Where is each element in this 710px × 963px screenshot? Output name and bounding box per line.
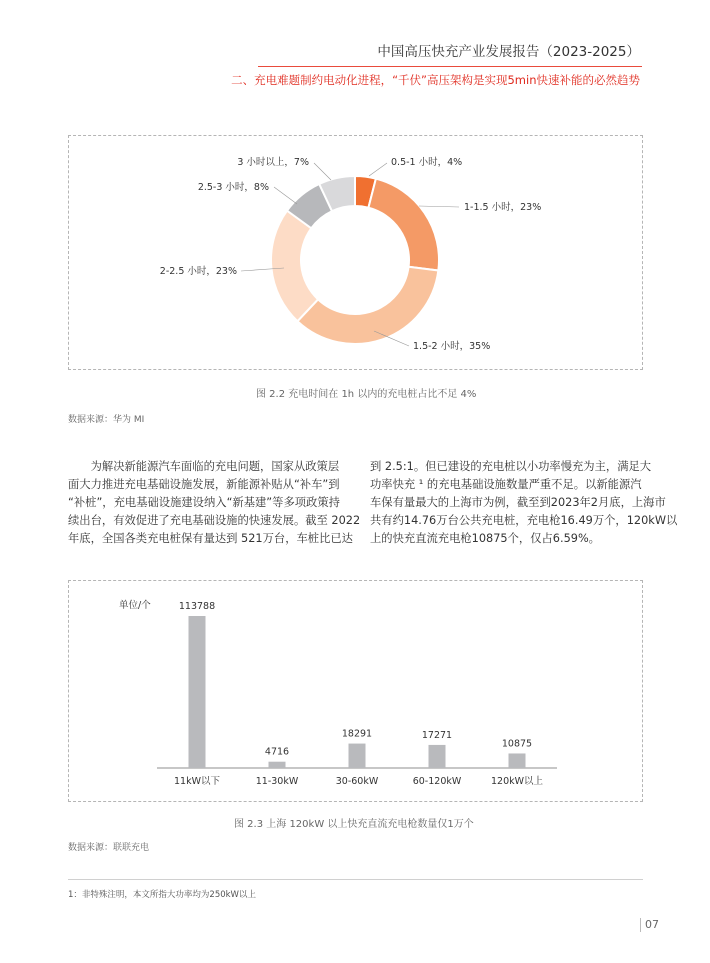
donut-chart — [69, 136, 642, 369]
text-line: 共有约14.76万台公共充电桩，充电枪16.49万个，120kW以 — [370, 514, 678, 527]
page-number: 07 — [645, 918, 659, 931]
footnote-rule — [68, 879, 643, 880]
slice-label: 2.5-3 小时，8% — [197, 182, 269, 193]
slice-label: 3 小时以上，7% — [237, 157, 309, 168]
bar — [269, 762, 286, 768]
bar-value-label: 113788 — [178, 601, 216, 612]
donut-slice — [368, 179, 439, 271]
data-source: 数据来源：华为 MI — [68, 415, 145, 425]
text-line: 功率快充 ¹ 的充电基础设施数量严重不足。以新能源汽 — [370, 478, 642, 491]
bar — [189, 616, 206, 768]
category-label: 30-60kW — [335, 776, 379, 787]
bar-value-label: 17271 — [421, 729, 453, 741]
text-line: 上的快充直流充电枪10875个，仅占6.59%。 — [370, 532, 600, 545]
bar — [349, 744, 366, 768]
leader-line — [419, 206, 459, 207]
text-line: 车保有量最大的上海市为例，截至到2023年2月底，上海市 — [370, 496, 666, 509]
leader-line — [314, 163, 331, 180]
category-label: 120kW以上 — [490, 776, 544, 787]
bar-chart-frame — [68, 580, 643, 802]
category-label: 11-30kW — [255, 776, 299, 787]
slice-label: 1-1.5 小时，23% — [464, 202, 542, 213]
slice-label: 1.5-2 小时，35% — [413, 341, 491, 352]
figure-caption-2: 图 2.3 上海 120kW 以上快充直流充电枪数量仅1万个 — [234, 819, 474, 830]
donut-chart-frame — [68, 135, 643, 370]
text-line: 续出台，有效促进了充电基础设施的快速发展。截至 2022 — [68, 514, 361, 527]
bar-value-label: 10875 — [501, 738, 533, 750]
report-title: 中国高压快充产业发展报告（2023-2025） — [377, 44, 640, 60]
body-text-left — [68, 458, 361, 548]
text-line: 到 2.5:1。但已建设的充电桩以小功率慢充为主，满足大 — [370, 460, 652, 473]
leader-line — [369, 163, 387, 176]
bar — [429, 745, 446, 768]
donut-slice — [297, 267, 438, 344]
category-label: 11kW以下 — [174, 776, 220, 787]
data-source-2: 数据来源：联联充电 — [68, 843, 150, 853]
slice-label: 0.5-1 小时，4% — [391, 157, 463, 168]
figure-caption: 图 2.2 充电时间在 1h 以内的充电桩占比不足 4% — [256, 389, 477, 400]
bar-value-label: 18291 — [341, 728, 373, 740]
text-line: 面大力推进充电基础设施发展，新能源补贴从“补车”到 — [68, 478, 340, 491]
text-line: 年底，全国各类充电桩保有量达到 521万台，车桩比已达 — [68, 532, 353, 545]
leader-line — [274, 187, 297, 204]
bar-value-label: 4716 — [264, 746, 290, 758]
section-title: 二、充电难题制约电动化进程，“千伏”高压架构是实现5min快速补能的必然趋势 — [231, 73, 640, 87]
body-text-right — [370, 458, 678, 548]
header-rule — [258, 66, 642, 67]
slice-label: 2-2.5 小时，23% — [159, 266, 237, 277]
unit-label: 单位/个 — [119, 600, 151, 611]
category-label: 60-120kW — [412, 776, 462, 787]
footnote: 1：非特殊注明，本文所指大功率均为250kW以上 — [68, 890, 256, 900]
text-line: “补桩”，充电基础设施建设纳入“新基建”等多项政策持 — [68, 496, 340, 509]
bar-chart — [69, 581, 642, 801]
bar — [509, 753, 526, 768]
page-number-divider — [640, 918, 641, 932]
text-line: 为解决新能源汽车面临的充电问题，国家从政策层 — [68, 460, 340, 473]
